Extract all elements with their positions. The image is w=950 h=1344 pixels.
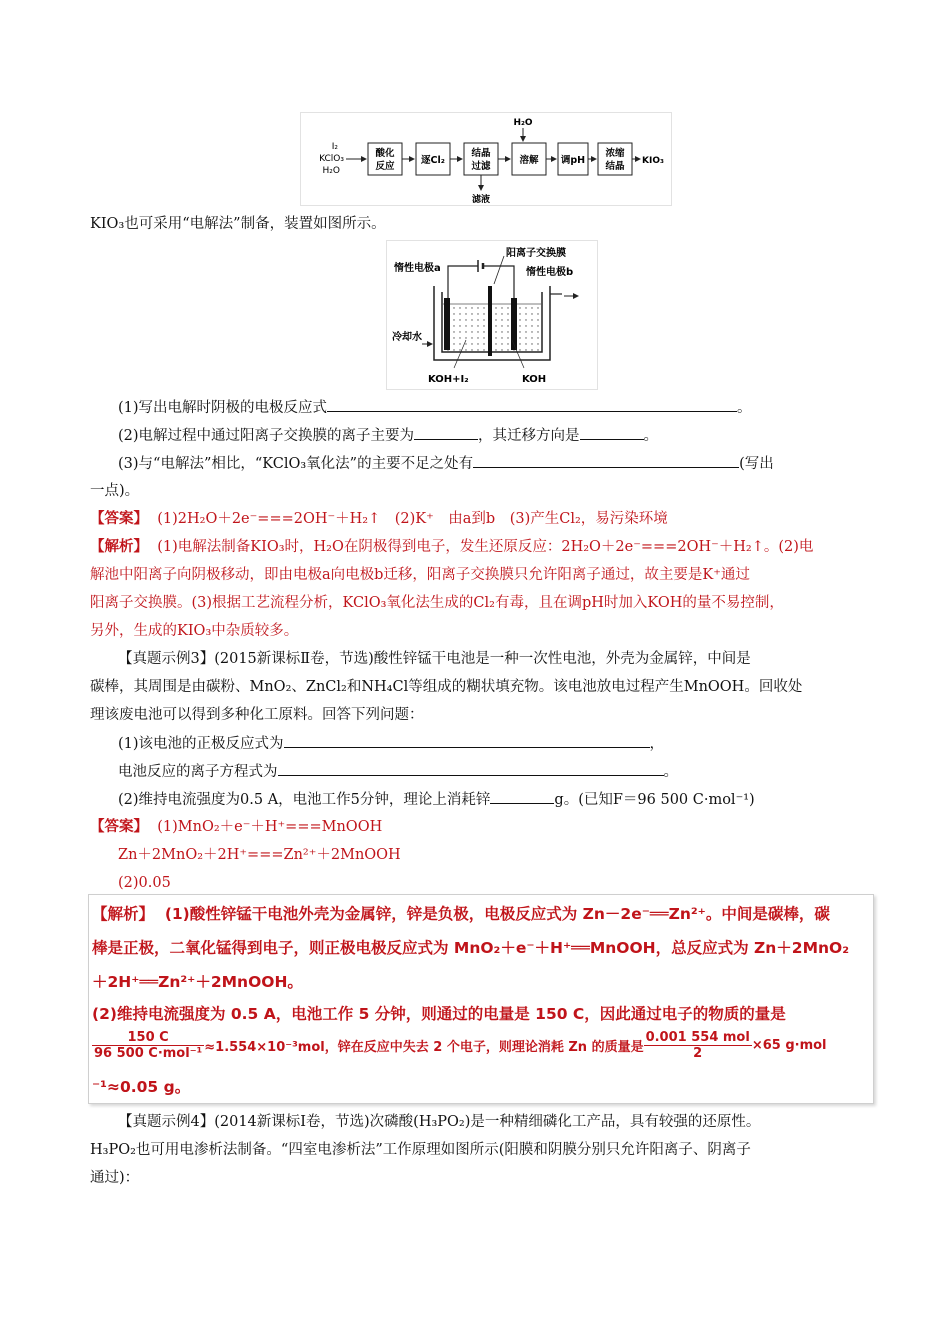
explanation-tag: 【解析】 [92,905,155,923]
flow-box2: 逐Cl₂ [421,155,445,166]
explanation-2-line6: ⁻¹≈0.05 g。 [92,1078,191,1096]
flow-box6-line2: 结晶 [605,161,625,172]
flow-box6-line1: 浓缩 [605,148,625,159]
question-2: (2)电解过程中通过阳离子交换膜的离子主要为 ，其迁移方向是 。 [118,425,658,446]
answer-1: 【答案】 (1)2H₂O＋2e⁻===2OH⁻＋H₂↑ (2)K⁺ 由a到b (3)产生Cl₂，易污染环境 [90,510,668,527]
example-4-line1: 【真题示例4】(2014新课标Ⅰ卷，节选)次磷酸(H₃PO₂)是一种精细磷化工产品，具有较强的还原性。 [118,1114,761,1130]
explanation-tag: 【解析】 [90,538,148,555]
question-1: (1)写出电解时阴极的电极反应式 。 [118,397,752,418]
explanation-1-line4: 另外，生成的KIO₃中杂质较多。 [90,623,299,639]
answer-tag: 【答案】 [90,510,148,527]
electrolysis-cell-figure [386,240,598,390]
flow-filtrate: 滤液 [471,195,491,205]
explanation-2-line2: 棒是正极，二氧化锰得到电子，则正极电极反应式为 MnO₂＋e⁻＋H⁺══MnOOH，总反应式为 Zn＋2MnO₂ [92,939,849,957]
question-3-cont: 一点)。 [90,483,140,499]
example-3-line2: 碳棒，其周围是由碳粉、MnO₂、ZnCl₂和NH₄Cl等组成的糊状填充物。该电池放电过程产生MnOOH。回收处 [90,679,803,695]
flow-input-1: I₂ [331,142,338,152]
process-flowchart [300,112,672,206]
answer-2-line3: (2)0.05 [118,875,171,891]
flow-box1-line2: 反应 [375,161,395,172]
explanation-2-line5: $\frac{150 C}{\text{96 500 C·mol⁻¹}}$ ≈1.554×10⁻³mol，锌在反应中失去 2 个电子，则理论消耗 Zn 的质量是 $\frac{\text{0.001 554 mol}}{2}$ ×65 g·mol [94,1030,827,1061]
label-koh: KOH [522,374,547,385]
flow-output: KIO₃ [642,156,664,166]
explanation-1-line1: 【解析】 (1)电解法制备KIO₃时，H₂O在阴极得到电子，发生还原反应：2H₂O＋2e⁻===2OH⁻＋H₂↑。(2)电 [90,538,814,555]
explanation-2-line1: 【解析】 (1)酸性锌锰干电池外壳为金属锌，锌是负极，电极反应式为 Zn－2e⁻══Zn²⁺。中间是碳棒，碳 [92,905,830,923]
fraction-moles: $\frac{\text{0.001 554 mol}}{2}$ [645,1030,750,1061]
example-3-question-1b: 电池反应的离子方程式为 。 [118,761,678,782]
example-3-line3: 理该废电池可以得到多种化工原料。回答下列问题： [90,707,424,723]
label-koh-i2: KOH+I₂ [428,374,469,385]
explanation-1-line3: 阳离子交换膜。(3)根据工艺流程分析，KClO₃氧化法生成的Cl₂有毒，且在调pH时加入KOH的量不易控制， [90,595,784,611]
example-4-line3: 通过)： [90,1170,140,1186]
answer-2-line1: 【答案】 (1)MnO₂＋e⁻＋H⁺===MnOOH [90,818,383,835]
explanation-2-line4: (2)维持电流强度为 0.5 A，电池工作 5 分钟，则通过的电量是 150 C，因此通过电子的物质的量是 [92,1005,786,1023]
answer-tag: 【答案】 [90,818,148,835]
flow-water: H₂O [513,118,533,128]
flow-box3-line2: 过滤 [471,161,491,172]
label-membrane: 阳离子交换膜 [506,248,566,259]
flow-input-2: KClO₃ [319,154,344,164]
example-4-line2: H₃PO₂也可用电渗析法制备。“四室电渗析法”工作原理如图所示(阳膜和阴膜分别只允许阳离子、阴离子 [90,1142,751,1158]
explanation-1-line2: 解池中阳离子向阴极移动，即由电极a向电极b迁移，阳离子交换膜只允许阳离子通过，故主要是K⁺通过 [90,567,750,583]
flow-box3-line1: 结晶 [471,148,491,159]
explanation-2-line3: ＋2H⁺══Zn²⁺＋2MnOOH。 [92,973,303,991]
intro-text: KIO₃也可采用“电解法”制备，装置如图所示。 [90,216,386,232]
answer-2-line2: Zn＋2MnO₂＋2H⁺===Zn²⁺＋2MnOOH [118,847,401,863]
example-3-question-1a: (1)该电池的正极反应式为 ， [118,733,664,754]
explanation-2-box [88,894,874,1104]
label-cooling-water: 冷却水 [392,332,422,343]
question-3: (3)与“电解法”相比，“KClO₃氧化法”的主要不足之处有 (写出 [118,453,774,474]
example-3-line1: 【真题示例3】(2015新课标Ⅱ卷，节选)酸性锌锰干电池是一种一次性电池，外壳为金属锌，中间是 [118,651,751,667]
flow-box1-line1: 酸化 [375,148,395,159]
label-electrode-a: 惰性电极a [394,263,441,274]
example-3-question-2: (2)维持电流强度为0.5 A，电池工作5分钟，理论上消耗锌 g。(已知F＝96 500 C·mol⁻¹) [118,789,755,810]
fraction-charge: $\frac{150 C}{\text{96 500 C·mol⁻¹}}$ [94,1030,203,1061]
flow-box4: 溶解 [519,155,539,166]
label-electrode-b: 惰性电极b [526,267,574,278]
flow-box5: 调pH [560,155,586,166]
flow-input-3: H₂O [322,166,340,176]
